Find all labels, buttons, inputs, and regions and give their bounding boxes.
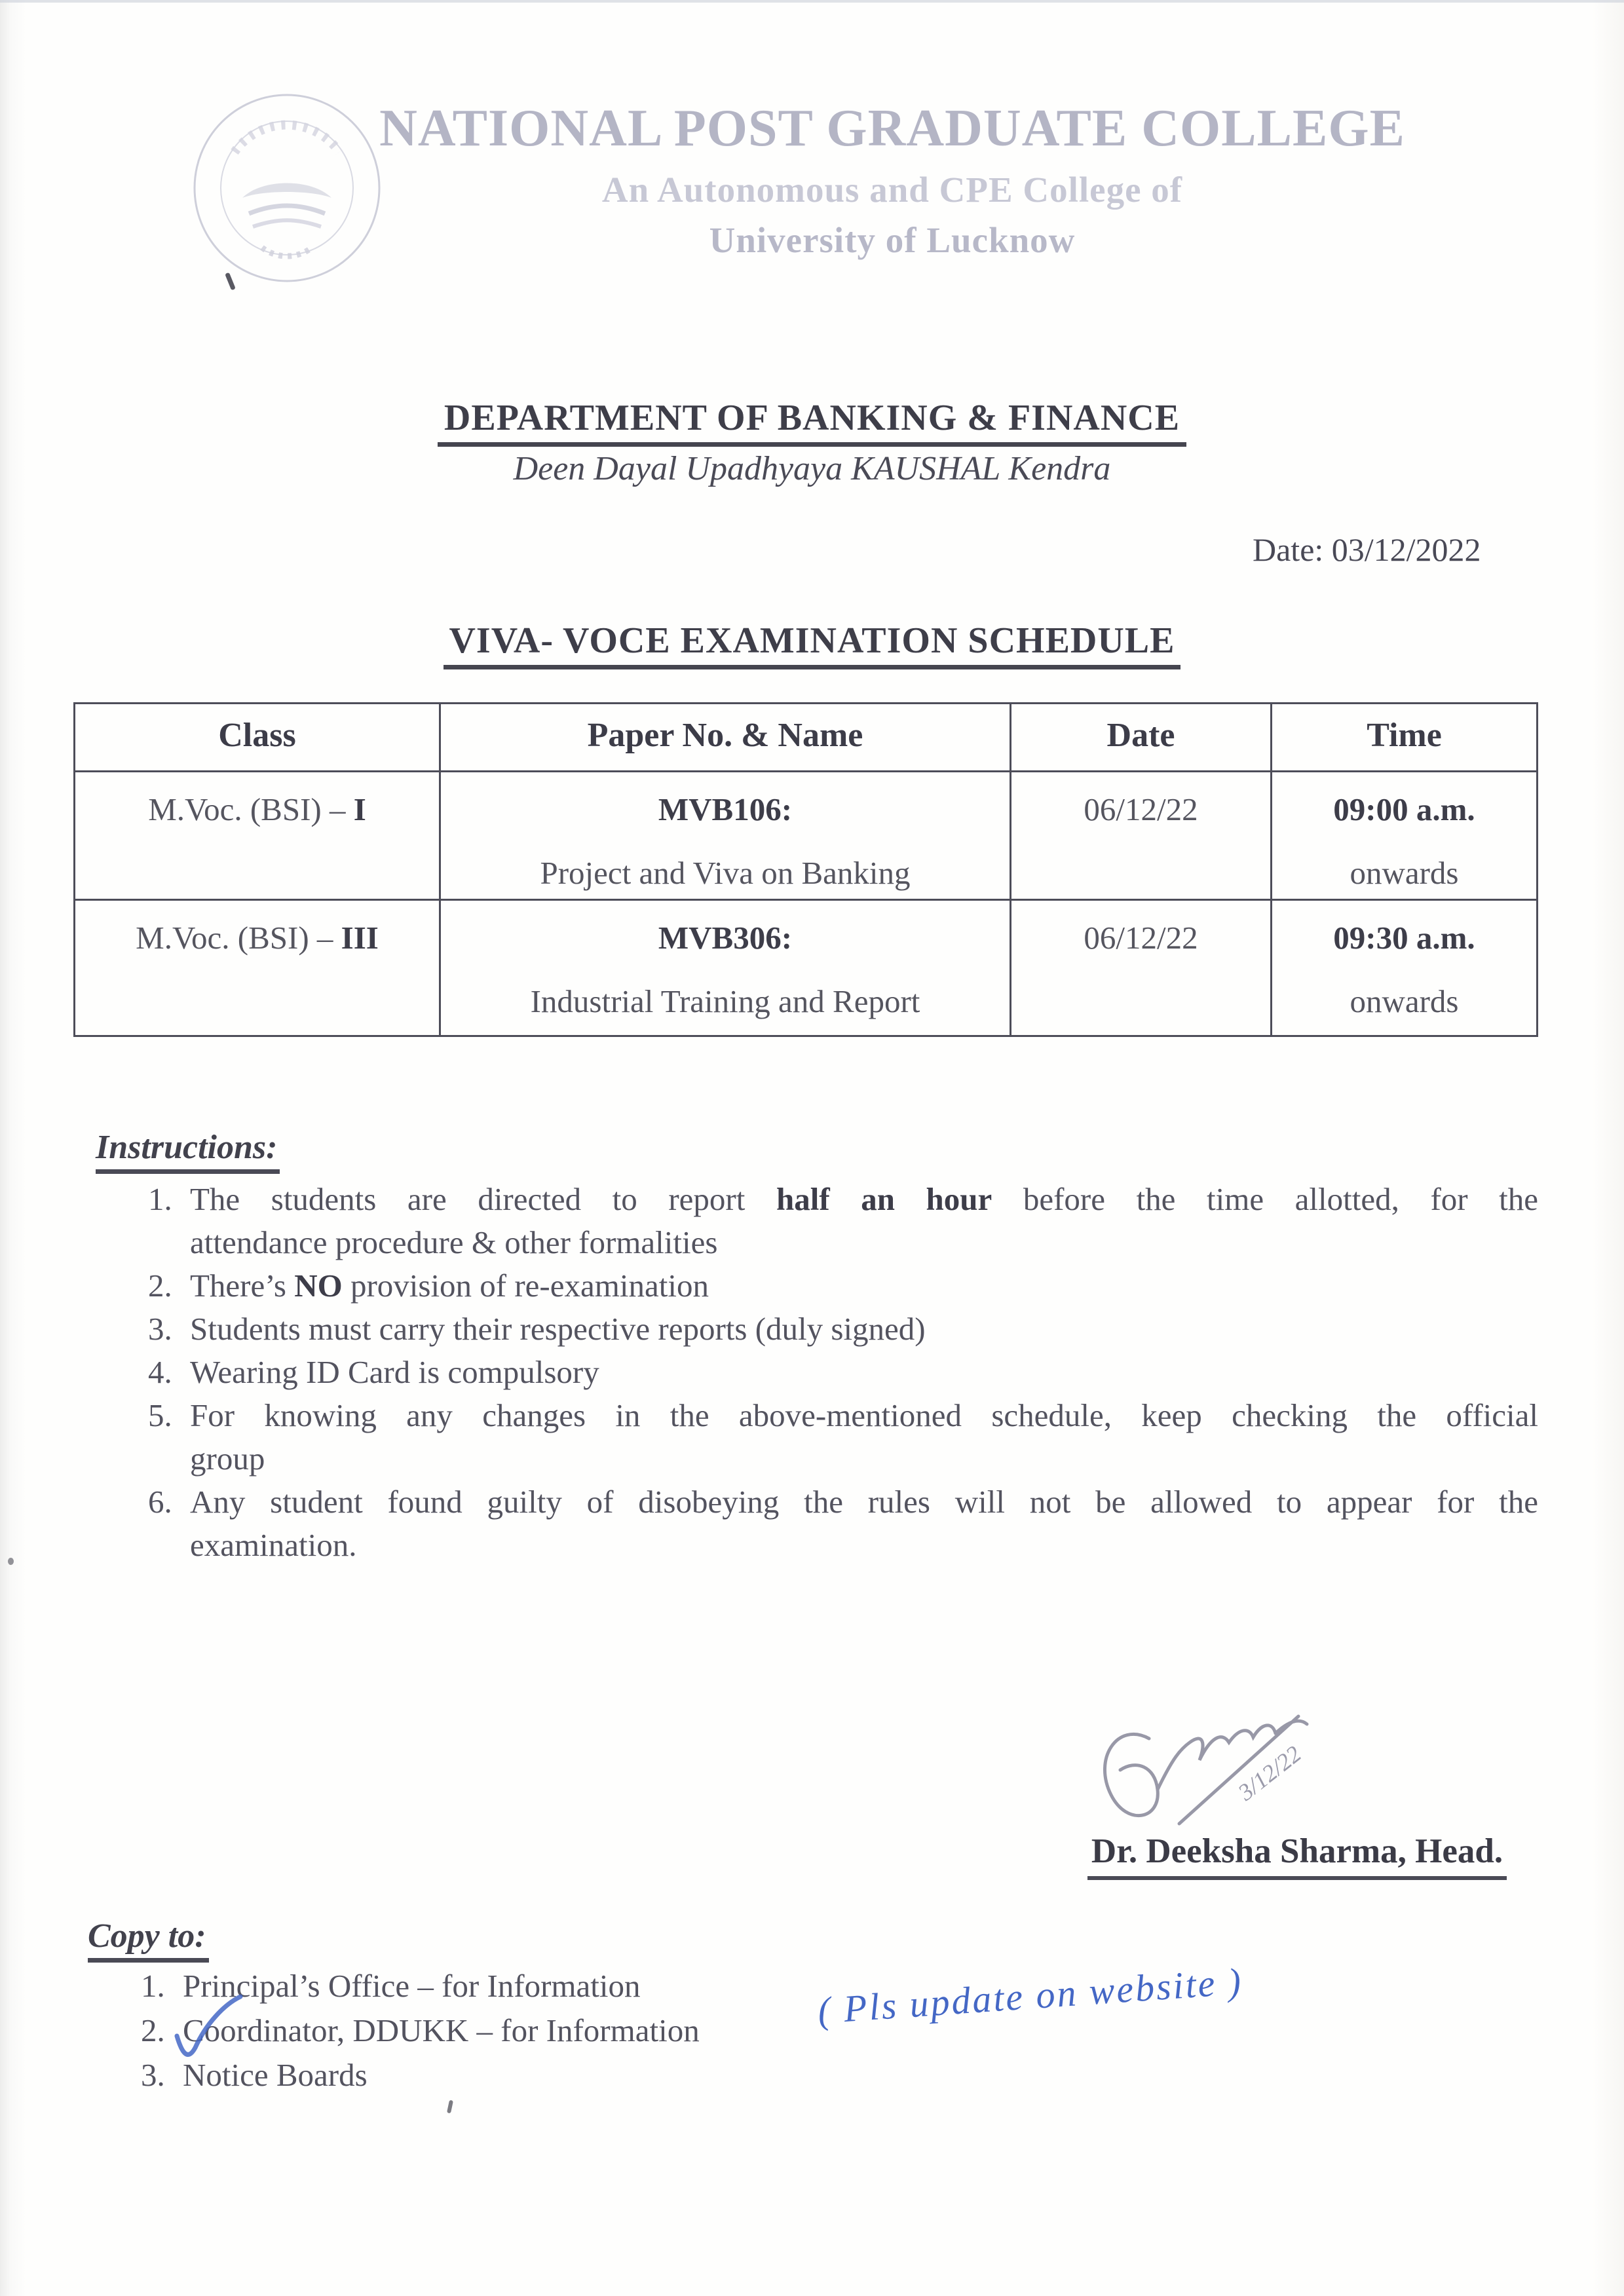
college-name: NATIONAL POST GRADUATE COLLEGE — [379, 100, 1405, 157]
cell-paper-row2: MVB306: Industrial Training and Report — [441, 901, 1011, 1035]
instruction-item — [148, 1351, 1538, 1394]
item-number: 2. — [141, 2012, 165, 2048]
item-text: Principal’s Office – for Information — [183, 1968, 641, 2004]
item-text: The students are directed to report half an hour before the time allotted, for the attendance procedure & other formalities — [190, 1181, 1539, 1260]
department-title: DEPARTMENT OF BANKING & FINANCE — [0, 397, 1624, 447]
cell-class-row2: M.Voc. (BSI) – III — [75, 901, 441, 1035]
item-number: 3. — [148, 1311, 172, 1347]
cell-date-row1: 06/12/22 — [1011, 772, 1272, 901]
item-text: Students must carry their respective reports (duly signed) — [190, 1311, 926, 1347]
handwritten-annotation: ( Pls update on website ) — [816, 1959, 1245, 2032]
schedule-title: VIVA- VOCE EXAMINATION SCHEDULE — [0, 620, 1624, 669]
letterhead — [0, 98, 1624, 261]
signature-date: 3/12/22 — [1233, 1741, 1306, 1806]
item-number: 4. — [148, 1354, 172, 1390]
signature-scribble — [1081, 1698, 1369, 1839]
instruction-item — [148, 1480, 1538, 1567]
cell-date-row2: 06/12/22 — [1011, 901, 1272, 1035]
item-number: 6. — [148, 1484, 172, 1520]
signatory-name: Dr. Deeksha Sharma, Head. — [1058, 1832, 1536, 1880]
cell-class-row1: M.Voc. (BSI) – I — [75, 772, 441, 901]
item-text: Notice Boards — [183, 2057, 368, 2093]
copy-to-heading: Copy to: — [88, 1917, 209, 1963]
university-line: University of Lucknow — [709, 220, 1076, 260]
column-header-date: Date — [1011, 704, 1272, 772]
item-number: 3. — [141, 2057, 165, 2093]
affiliation-line: An Autonomous and CPE College of — [601, 170, 1183, 210]
instruction-item — [148, 1308, 1538, 1351]
instruction-item — [148, 1178, 1538, 1264]
instructions-heading: Instructions: — [96, 1128, 280, 1174]
instruction-item — [148, 1394, 1538, 1480]
item-number: 2. — [148, 1268, 172, 1304]
item-number: 5. — [148, 1397, 172, 1433]
item-text: Any student found guilty of disobeying the rules will not be allowed to appear for the examination. — [190, 1484, 1538, 1563]
column-header-paper: Paper No. & Name — [441, 704, 1011, 772]
schedule-table — [73, 702, 1538, 1037]
scan-speckle — [8, 1558, 14, 1565]
item-number: 1. — [141, 1968, 165, 2004]
item-number: 1. — [148, 1181, 172, 1217]
cell-time-row2: 09:30 a.m. onwards — [1333, 920, 1475, 1019]
cell-paper-row1: MVB106: Project and Viva on Banking — [441, 772, 1011, 901]
item-text: Wearing ID Card is compulsory — [190, 1354, 599, 1390]
column-header-class: Class — [75, 704, 441, 772]
kendra-subtitle: Deen Dayal Upadhyaya KAUSHAL Kendra — [513, 450, 1111, 487]
scan-speckle — [447, 2100, 453, 2114]
copy-item — [141, 2053, 1124, 2098]
item-text: For knowing any changes in the above-mentioned schedule, keep checking the official group — [190, 1397, 1538, 1477]
column-header-time: Time — [1272, 704, 1536, 772]
cell-time-row1: 09:00 a.m. onwards — [1272, 772, 1536, 901]
item-text: Coordinator, DDUKK – for Information — [183, 2012, 700, 2048]
instructions-list — [148, 1178, 1538, 1567]
instruction-item — [148, 1264, 1538, 1308]
date-label: Date: 03/12/2022 — [1253, 531, 1481, 568]
check-mark-icon — [172, 1994, 244, 2067]
item-text: There’s NO provision of re-examination — [190, 1268, 709, 1304]
